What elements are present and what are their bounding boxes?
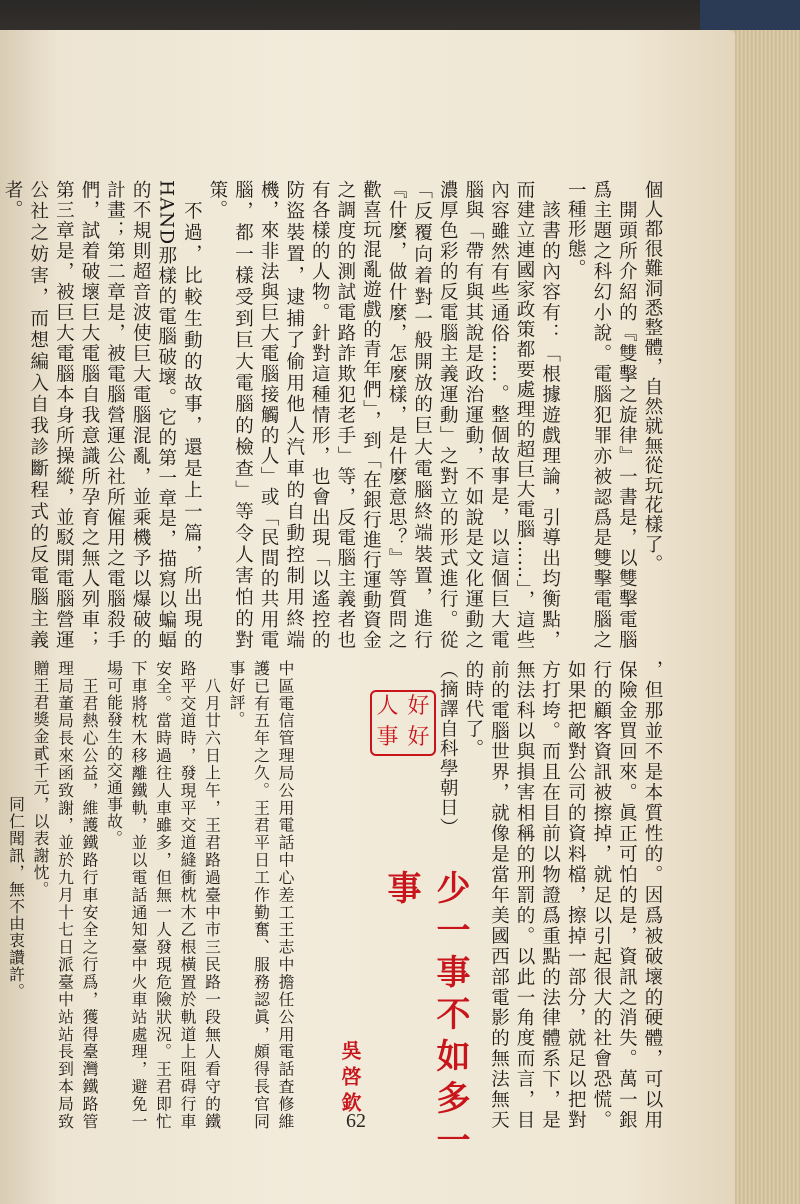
column-badge-seal (370, 690, 436, 756)
seal-char: 人 (376, 694, 399, 719)
seal-char: 好 (407, 725, 430, 750)
page-stack-edge (730, 30, 800, 1204)
story-headline: 少一事不如多一事 (381, 870, 470, 1164)
story-author: 吳啓欽 (338, 1040, 362, 1118)
book-page (0, 30, 735, 1204)
article-body-top: 個人都很難洞悉整體，自然就無從玩花樣了。 開頭所介紹的『雙擊之旋律』一書是，以雙擊電腦爲主題之科幻小說。電腦犯罪亦被認爲是雙擊電腦之一種形態。 該書的內容有：「根據遊戲理論，引導出均衡點，而建立連國家政策都要處理的超巨大電腦……」，這些內容雖然有些通俗……。整個故事是，以這個巨大電腦與「帶有與其說是政治運動，不如說是文化運動之濃厚色彩的反電腦主義運動」之對立的形式進行。從「反覆向着對一般開放的巨大電腦終端裝置，進行『什麼，做什麼，怎麼樣，是什麼意思？』等質問之歡喜玩混亂遊戲的青年們」，到「在銀行進行運動資金之調度的測試電路詐欺犯老手」等，反電腦主義者也有各樣的人物。針對這種情形，也會出現「以遙控的防盜裝置，逮捕了偷用他人汽車的自動控制用終端機，來非法與巨大電腦接觸的人」或「民間的共用電腦，都一樣受到巨大電腦的檢查」等令人害怕的對策。 不過，比較生動的故事，還是上一篇，所出現的HAND那樣的電腦破壞。它的第一章是，描寫以蝙蝠的不規則超音波使巨大電腦混亂，並乘機予以爆破的計畫；第二章是，被電腦營運公社所僱用之電腦殺手們，試着破壞巨大電腦自我意識所孕育之無人列車；第三章是，被巨大電腦本身所操縱，並駁開電腦營運公社之妨害，而想編入自我診斷程式的反電腦主義者。 (2, 180, 663, 650)
seal-char: 好 (407, 694, 430, 719)
article-body-continued: ，但那並不是本質性的。因爲被破壞的硬體，可以用保險金買回來。眞正可怕的是，資訊之消失。萬一銀行的顧客資訊被擦掉，就足以引起很大的社會恐慌。如果把敵對公司的資料檔，擦掉一部分，就足以把對方打垮。而且在目前以物證爲重點的法律體系下，是無法科以與損害相稱的刑罰的。以此一角度而言，目前的電腦世界，就像是當年美國西部電影的無法無天的時代了。 （摘譯自科學朝日） (437, 660, 663, 1130)
story-body: 中區電信管理局公用電話中心差工王志中擔任公用電話査修維護已有五年之久。王君平日工作勤奮、服務認眞，頗得長官同事好評。 八月廿六日上午，王君路過臺中市三民路一段無人看守的鐵路平交道時，發現平交道縫衝枕木乙根橫置於軌道上阻碍行車安全。當時過往人車雖多，但無一人發現危險狀況。王君即忙下車將枕木移離鐵軌，並以電話通知臺中火車站處理，避免一場可能發生的交通事故。 王君熱心公益，維護鐵路行車安全之行爲，獲得臺灣鐵路管理局董局長來函致謝，並於九月十七日派臺中站站長到本局致贈王君獎金貳千元，以表謝忱。 同仁聞訊，無不由衷讚許。 (6, 660, 295, 1130)
seal-char: 事 (376, 725, 399, 750)
page-number: 62 (346, 1110, 366, 1132)
